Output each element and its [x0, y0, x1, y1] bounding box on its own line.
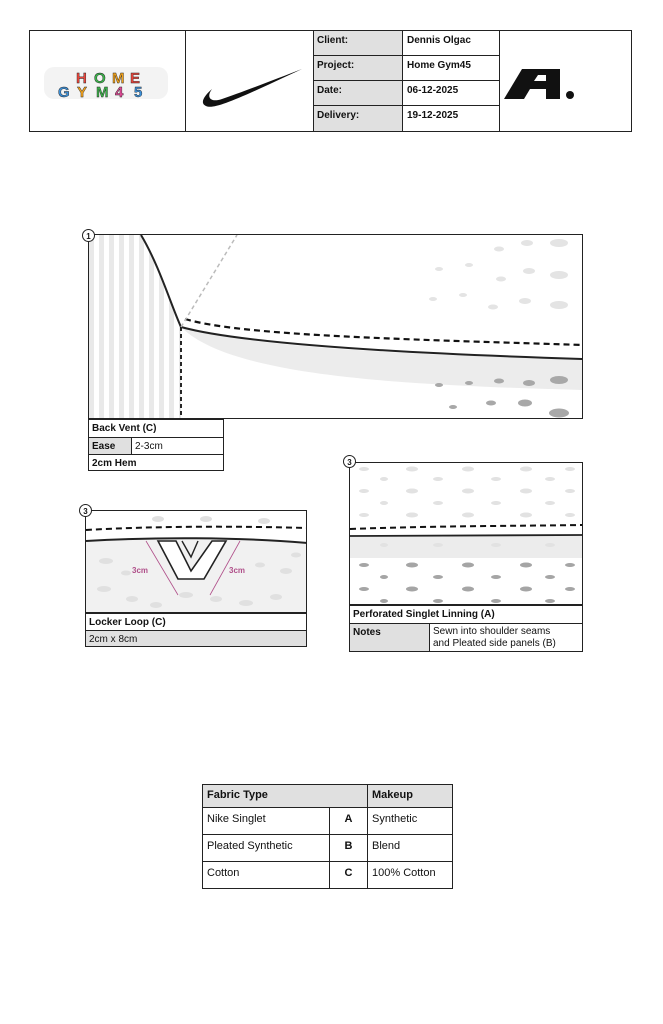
fabric-table	[202, 784, 453, 889]
logo-letter: E	[130, 70, 141, 87]
info-key: Delivery:	[314, 106, 403, 131]
locker-loop-drawing	[85, 510, 307, 613]
logo-letter: M	[96, 84, 109, 101]
logo-letter: Y	[77, 84, 88, 101]
fabric-makeup-cell: Blend	[368, 835, 452, 862]
info-row-date	[314, 81, 499, 106]
ease-value: 2-3cm	[135, 441, 163, 452]
logo-letter: O	[94, 70, 106, 87]
dimension-label-right: 3cm	[229, 566, 246, 575]
back-vent-sketch	[89, 235, 583, 419]
info-row-delivery	[314, 106, 499, 131]
logo-letter: G	[58, 84, 70, 101]
fabric-makeup-cell: Synthetic	[368, 808, 452, 835]
logo-letter: H	[76, 70, 87, 87]
back-vent-title: Back Vent (C)	[89, 420, 223, 438]
info-value: Home Gym45	[407, 60, 471, 71]
fabric-code-cell: A	[330, 808, 368, 835]
fabric-type-cell: Cotton	[203, 862, 330, 888]
home-gym-logo-graphic	[30, 31, 186, 131]
dimension-label-left: 3cm	[132, 566, 149, 575]
fabric-makeup-cell: 100% Cotton	[372, 867, 436, 879]
fabric-header-makeup: Makeup	[368, 785, 452, 808]
info-row-project	[314, 56, 499, 81]
fabric-code-cell: C	[330, 862, 368, 888]
brand-mark-cell	[499, 31, 631, 131]
project-info-table	[314, 31, 499, 131]
ease-row	[89, 438, 223, 455]
info-key: Date:	[314, 81, 403, 105]
info-value: 19-12-2025	[407, 110, 459, 121]
hem-label: 2cm Hem	[92, 458, 137, 469]
detail-badge: 1	[82, 229, 95, 242]
fabric-code-cell: B	[330, 835, 368, 862]
lining-sketch	[350, 463, 583, 605]
fabric-type-cell: Pleated Synthetic	[203, 835, 330, 862]
ease-label: Ease	[89, 438, 132, 454]
locker-loop-table	[85, 613, 307, 647]
nike-brand-cell	[186, 31, 314, 131]
notes-row	[350, 624, 582, 651]
locker-loop-title: Locker Loop (C)	[86, 614, 306, 631]
logo-letter: M	[112, 70, 125, 87]
notes-line-1: Sewn into shoulder seams	[433, 626, 551, 637]
info-key: Client:	[314, 31, 403, 55]
fabric-header-type: Fabric Type	[203, 785, 368, 808]
logo-letter: 5	[134, 84, 143, 101]
lining-drawing	[349, 462, 583, 605]
notes-line-2: and Pleated side panels (B)	[433, 638, 556, 649]
detail-badge: 3	[79, 504, 92, 517]
notes-label: Notes	[350, 624, 430, 651]
locker-loop-sketch	[86, 511, 307, 613]
back-vent-drawing	[88, 234, 583, 419]
home-gym-logo	[30, 31, 186, 131]
info-row-client	[314, 31, 499, 56]
detail-badge: 3	[343, 455, 356, 468]
a-mark-icon	[500, 31, 632, 131]
lining-table	[349, 605, 583, 652]
notes-value	[433, 626, 556, 650]
info-value: Dennis Olgac	[407, 35, 471, 46]
swoosh-icon	[186, 31, 314, 131]
lining-title: Perforated Singlet Linning (A)	[350, 606, 582, 624]
info-key: Project:	[314, 56, 403, 80]
info-value: 06-12-2025	[407, 85, 459, 96]
logo-letter: 4	[115, 84, 124, 101]
header-block	[29, 30, 632, 132]
locker-loop-size: 2cm x 8cm	[86, 631, 306, 646]
back-vent-table	[88, 419, 224, 471]
fabric-type-cell: Nike Singlet	[203, 808, 330, 835]
